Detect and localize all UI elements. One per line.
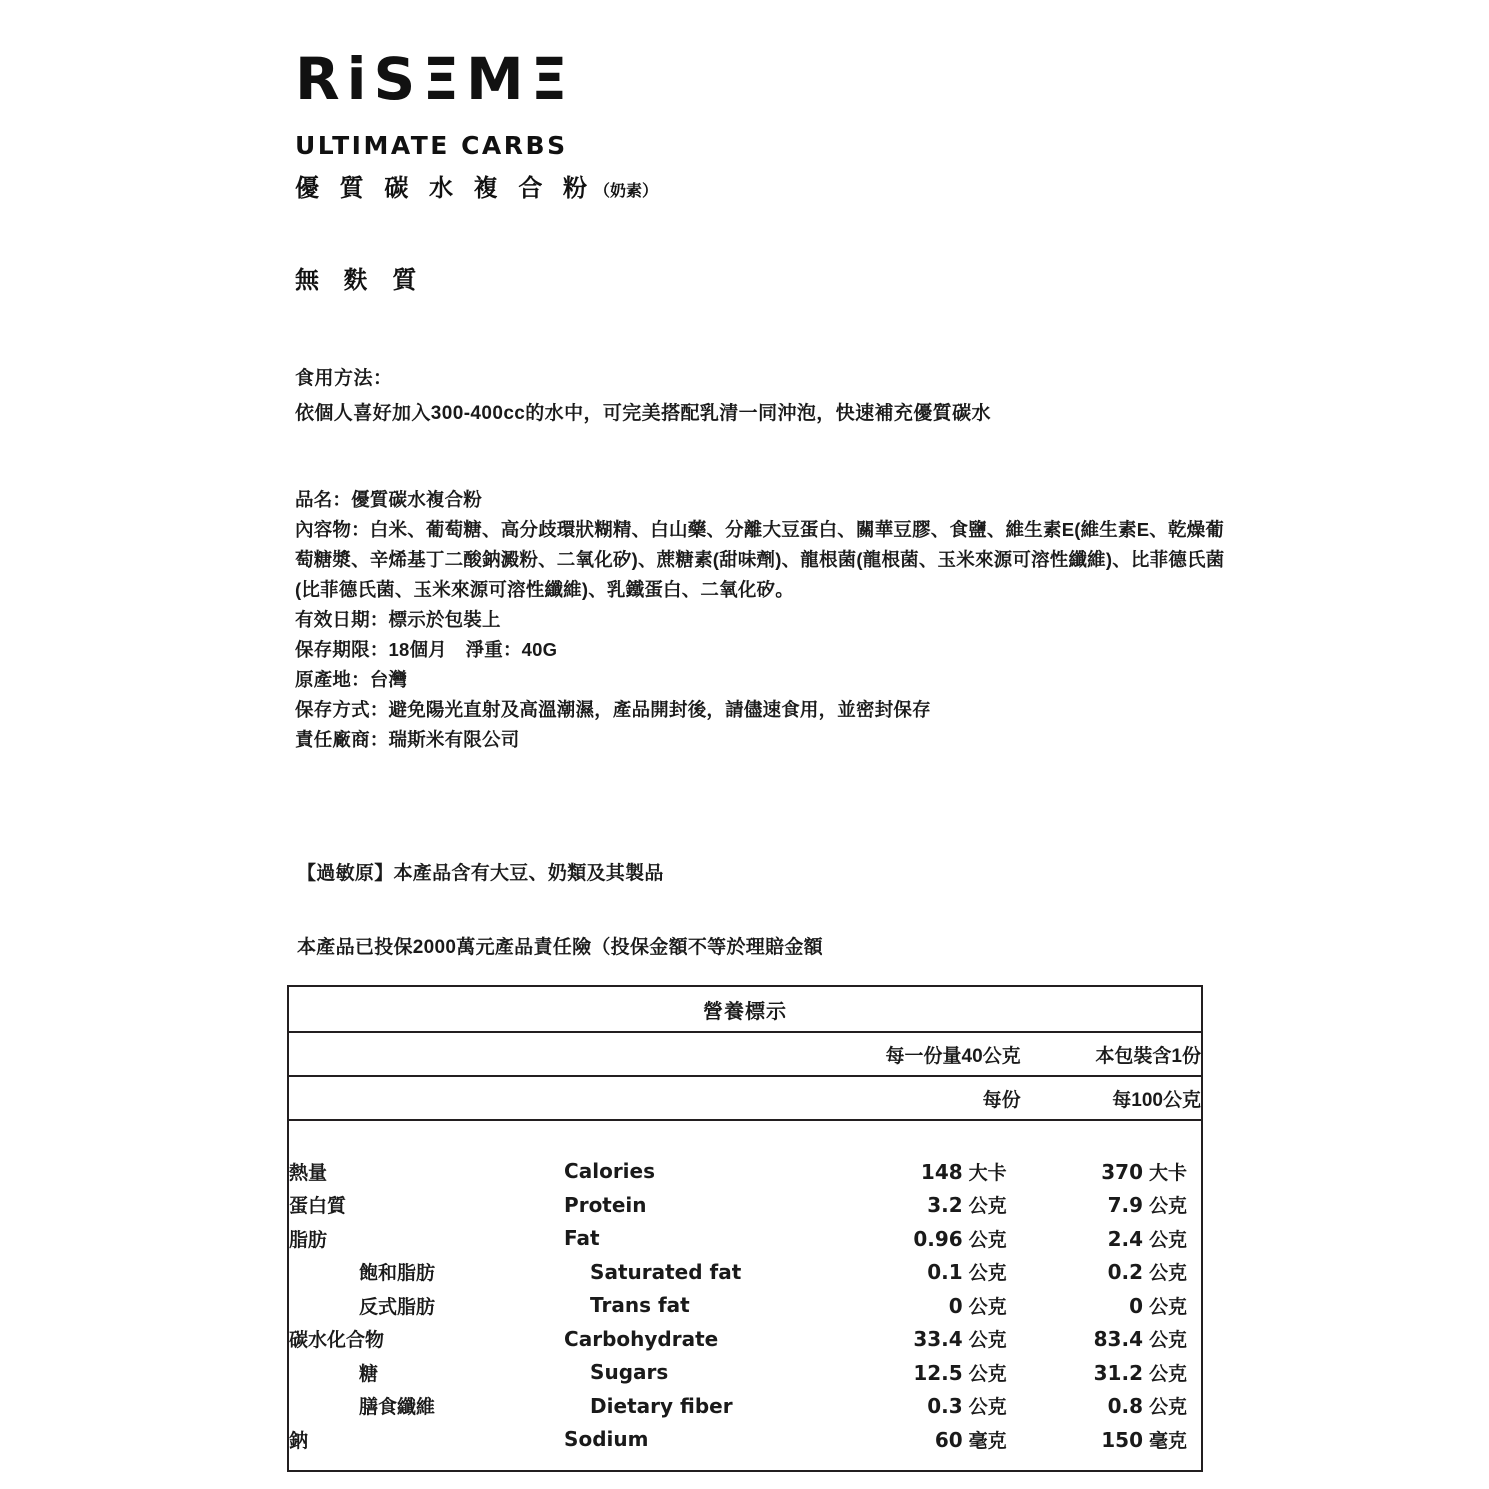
- nutrition-title-row: [289, 987, 1201, 1032]
- nutrition-bottom-spacer: [289, 1456, 1201, 1470]
- nutrient-value-per-100g: [1021, 1155, 1201, 1189]
- nutrition-row: [289, 1389, 1201, 1423]
- nutrient-value-per-100g: [1021, 1188, 1201, 1222]
- nutrient-name-en: Calories: [564, 1159, 656, 1184]
- value-number: 2.4: [1107, 1226, 1143, 1251]
- value-unit: 公克: [968, 1397, 1007, 1419]
- nutrition-row: [289, 1423, 1201, 1457]
- nutrient-value-per-serving: [840, 1155, 1020, 1189]
- nutrition-serving-row: [289, 1032, 1201, 1076]
- nutrient-name-en: Fat: [564, 1226, 600, 1251]
- value-unit: 大卡: [1149, 1162, 1188, 1184]
- value-number: 60: [934, 1427, 963, 1452]
- nutrient-value-per-serving: [840, 1423, 1020, 1457]
- value-number: 83.4: [1093, 1327, 1143, 1352]
- value-unit: 大卡: [968, 1162, 1007, 1184]
- nutrition-spacer: [289, 1120, 1201, 1155]
- nutrient-value-per-serving: [840, 1222, 1020, 1256]
- value-number: 0.1: [927, 1260, 963, 1285]
- nutrition-table: [289, 987, 1201, 1470]
- usage-body: 依個人喜好加入300-400cc的水中，可完美搭配乳清一同沖泡，快速補充優質碳水: [295, 403, 991, 424]
- nutrient-name-en: Carbohydrate: [564, 1326, 719, 1351]
- spec-expiry: 有效日期：標示於包裝上: [295, 609, 501, 630]
- value-unit: 公克: [1149, 1196, 1188, 1218]
- value-number: 150: [1101, 1427, 1143, 1452]
- nutrition-title: 營養標示: [289, 987, 1201, 1032]
- value-number: 33.4: [913, 1327, 963, 1352]
- serving-size: 每一份量40公克: [840, 1032, 1020, 1076]
- nutrient-name-en: Dietary fiber: [590, 1393, 733, 1418]
- value-number: 0.8: [1107, 1394, 1143, 1419]
- spec-ingredients: 內容物：白米、葡萄糖、高分歧環狀糊精、白山藥、分離大豆蛋白、關華豆膠、食鹽、維生素E(維生素E、乾燥葡萄糖漿、辛烯基丁二酸鈉澱粉、二氧化矽)、蔗糖素(甜味劑)、龍根菌(龍根菌、玉米來源可溶性纖維)、比菲德氏菌(比菲德氏菌、玉米來源可溶性纖維)、乳鐵蛋白、二氧化矽。: [295, 519, 1225, 600]
- value-unit: 公克: [968, 1330, 1007, 1352]
- value-number: 12.5: [913, 1360, 963, 1385]
- spec-shelf-life: 保存期限：18個月 淨重：40G: [295, 639, 558, 660]
- nutrition-facts-table: [287, 985, 1203, 1472]
- value-unit: 公克: [1149, 1229, 1188, 1251]
- value-unit: 公克: [1149, 1397, 1188, 1419]
- nutrient-value-per-100g: [1021, 1322, 1201, 1356]
- value-number: 370: [1101, 1159, 1143, 1184]
- value-unit: 公克: [968, 1196, 1007, 1218]
- value-unit: 公克: [968, 1263, 1007, 1285]
- nutrient-value-per-100g: [1021, 1356, 1201, 1390]
- nutrition-row: [289, 1289, 1201, 1323]
- nutrition-row: [289, 1222, 1201, 1256]
- nutrient-value-per-100g: [1021, 1289, 1201, 1323]
- nutrition-header-row: [289, 1076, 1201, 1120]
- nutrient-value-per-100g: [1021, 1423, 1201, 1457]
- value-number: 0.2: [1107, 1260, 1143, 1285]
- value-unit: 公克: [968, 1363, 1007, 1385]
- servings-per-pack: 本包裝含1份: [1021, 1032, 1201, 1076]
- product-name-chinese: [295, 168, 658, 203]
- value-unit: 公克: [1149, 1330, 1188, 1352]
- nutrient-value-per-100g: [1021, 1389, 1201, 1423]
- gluten-free-label: 無 麩 質: [295, 267, 426, 294]
- allergen-notice: 【過敏原】本產品含有大豆、奶類及其製品: [297, 863, 664, 884]
- value-unit: 毫克: [1149, 1430, 1188, 1452]
- nutrition-row: [289, 1356, 1201, 1390]
- header-per-100g: 每100公克: [1021, 1076, 1201, 1120]
- nutrition-row: [289, 1322, 1201, 1356]
- nutrition-row: [289, 1255, 1201, 1289]
- product-name-chinese-suffix: （奶素）: [594, 183, 659, 200]
- nutrition-row: [289, 1188, 1201, 1222]
- product-name-english: ULTIMATE CARBS: [295, 131, 568, 160]
- nutrient-value-per-serving: [840, 1322, 1020, 1356]
- spec-storage: 保存方式：避免陽光直射及高溫潮濕，產品開封後，請儘速食用，並密封保存: [295, 699, 931, 720]
- nutrient-name-zh: 飽和脂肪: [359, 1263, 436, 1285]
- value-number: 7.9: [1107, 1193, 1143, 1218]
- nutrient-value-per-100g: [1021, 1255, 1201, 1289]
- value-unit: 公克: [968, 1229, 1007, 1251]
- nutrient-name-zh: 反式脂肪: [359, 1296, 436, 1318]
- nutrient-name-zh: 碳水化合物: [289, 1330, 385, 1352]
- header-blank-1: [289, 1076, 564, 1120]
- serving-blank-2: [564, 1032, 840, 1076]
- header-blank-2: [564, 1076, 840, 1120]
- value-number: 0: [948, 1293, 963, 1318]
- serving-blank-1: [289, 1032, 564, 1076]
- value-unit: 公克: [1149, 1263, 1188, 1285]
- nutrient-name-en: Trans fat: [590, 1293, 690, 1318]
- spec-manufacturer: 責任廠商：瑞斯米有限公司: [295, 729, 520, 750]
- nutrient-value-per-serving: [840, 1356, 1020, 1390]
- insurance-notice: 本產品已投保2000萬元產品責任險（投保金額不等於理賠金額: [297, 937, 823, 958]
- product-specs: [295, 485, 1230, 755]
- nutrient-name-zh: 糖: [359, 1363, 379, 1385]
- nutrient-name-zh: 脂肪: [289, 1229, 328, 1251]
- value-number: 0.3: [927, 1394, 963, 1419]
- value-number: 0.96: [913, 1226, 963, 1251]
- value-number: 3.2: [927, 1193, 963, 1218]
- value-unit: 公克: [1149, 1296, 1188, 1318]
- usage-title: 食用方法：: [295, 368, 393, 389]
- nutrient-name-zh: 膳食纖維: [359, 1397, 436, 1419]
- spec-product-name: 品名：優質碳水複合粉: [295, 489, 483, 510]
- nutrient-value-per-serving: [840, 1389, 1020, 1423]
- header-per-serving: 每份: [840, 1076, 1020, 1120]
- nutrient-value-per-serving: [840, 1289, 1020, 1323]
- nutrient-value-per-100g: [1021, 1222, 1201, 1256]
- value-number: 0: [1129, 1293, 1143, 1318]
- nutrient-name-zh: 蛋白質: [289, 1196, 347, 1218]
- nutrient-name-zh: 鈉: [289, 1430, 309, 1452]
- value-unit: 公克: [1149, 1363, 1188, 1385]
- value-number: 148: [920, 1159, 963, 1184]
- nutrient-name-zh: 熱量: [289, 1162, 328, 1184]
- product-name-chinese-main: 優 質 碳 水 複 合 粉: [295, 175, 595, 202]
- nutrient-name-en: Sodium: [564, 1427, 649, 1452]
- nutrient-value-per-serving: [840, 1255, 1020, 1289]
- spec-origin: 原產地：台灣: [295, 669, 408, 690]
- nutrient-value-per-serving: [840, 1188, 1020, 1222]
- nutrient-name-en: Protein: [564, 1192, 647, 1217]
- nutrient-name-en: Sugars: [590, 1360, 669, 1385]
- nutrient-name-en: Saturated fat: [590, 1259, 742, 1284]
- nutrition-row: [289, 1155, 1201, 1189]
- nutrition-rows: [289, 1120, 1201, 1456]
- value-unit: 毫克: [968, 1430, 1007, 1452]
- value-number: 31.2: [1093, 1360, 1143, 1385]
- value-unit: 公克: [968, 1296, 1007, 1318]
- brand-logo: RiSΞMΞ: [295, 45, 575, 113]
